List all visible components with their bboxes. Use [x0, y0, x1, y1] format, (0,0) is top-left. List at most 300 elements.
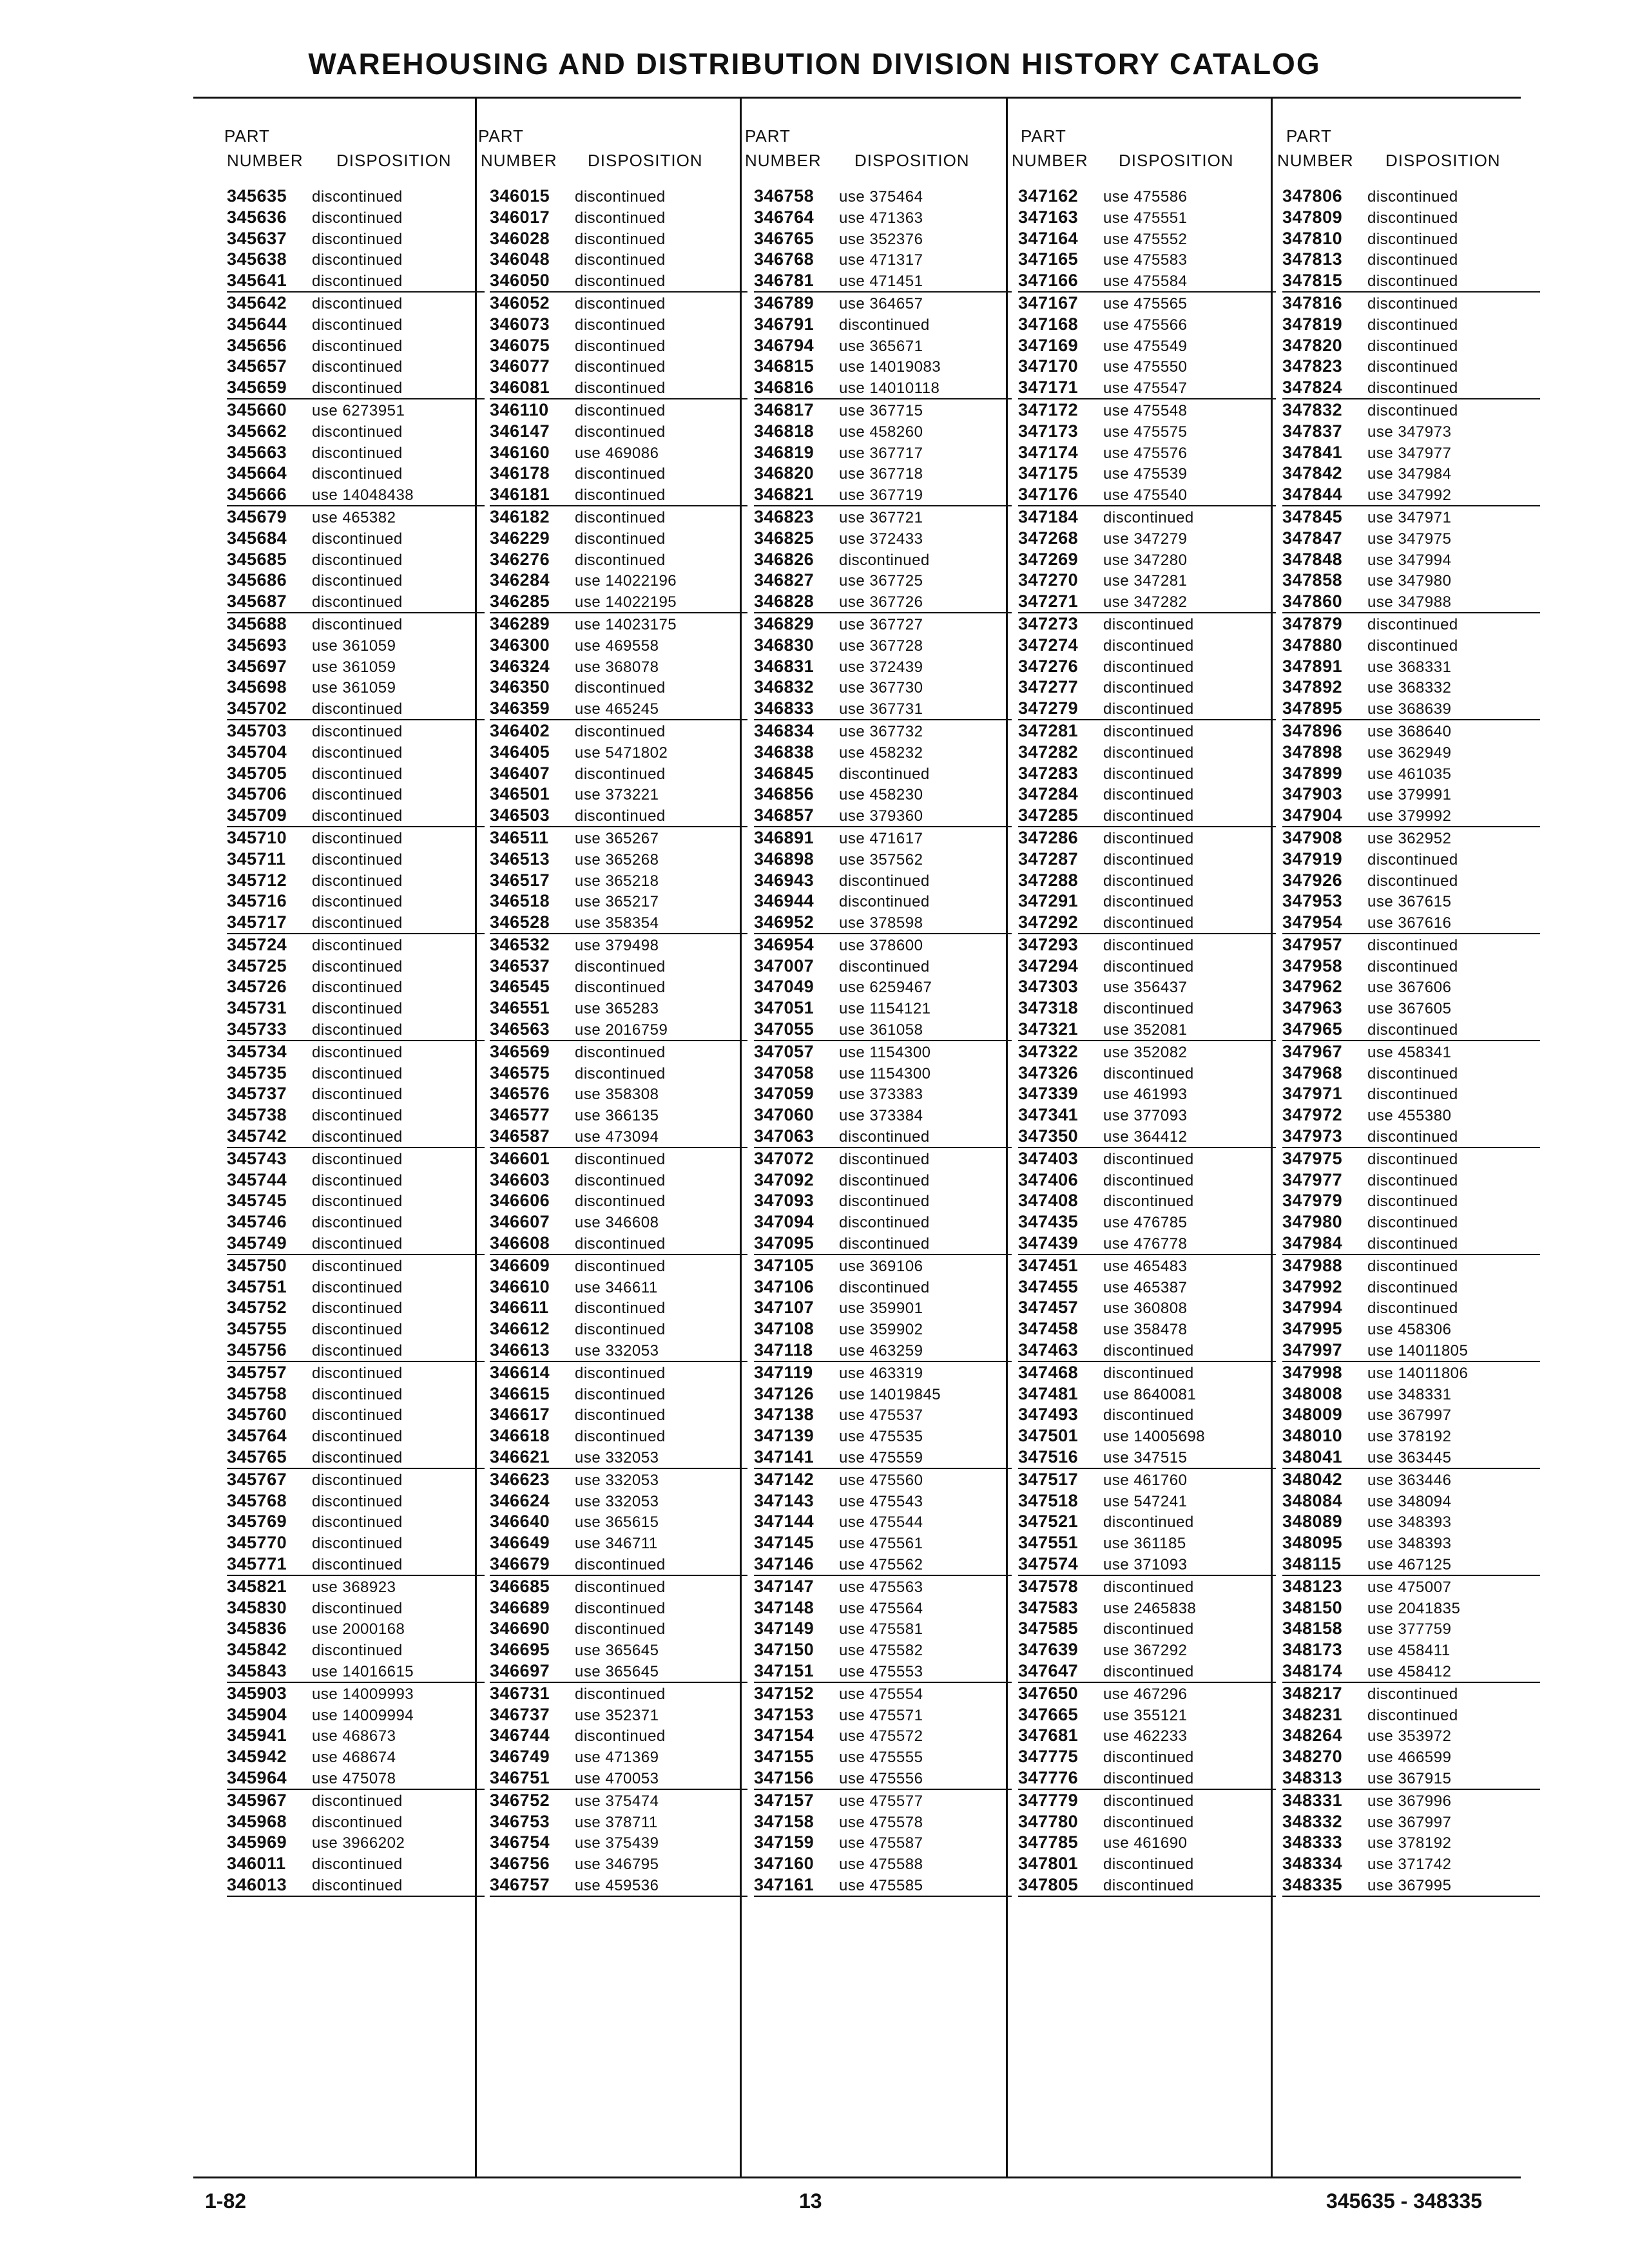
part-number: 347776 — [1018, 1767, 1079, 1787]
catalog-row — [754, 1490, 1012, 1512]
disposition: use 367715 — [839, 401, 923, 419]
catalog-group — [1282, 720, 1540, 827]
disposition: use 375439 — [575, 1834, 659, 1852]
catalog-row — [227, 1404, 485, 1425]
disposition: use 470053 — [575, 1769, 659, 1787]
disposition: discontinued — [312, 1492, 403, 1510]
part-number: 345941 — [227, 1725, 287, 1745]
part-number: 346815 — [754, 356, 815, 376]
disposition: use 367915 — [1367, 1769, 1452, 1787]
catalog-row — [1018, 890, 1276, 912]
disposition: discontinued — [312, 1321, 403, 1339]
part-number: 347055 — [754, 1019, 815, 1039]
catalog-group — [1018, 1790, 1276, 1897]
disposition: discontinued — [1367, 1235, 1458, 1253]
catalog-row — [754, 1276, 1012, 1298]
catalog-row — [490, 1083, 747, 1104]
catalog-row — [1282, 1383, 1540, 1405]
catalog-row — [1018, 1832, 1276, 1853]
disposition: use 365268 — [575, 850, 659, 869]
disposition: use 365283 — [575, 1000, 659, 1018]
part-number: 347106 — [754, 1276, 815, 1296]
catalog-row — [1018, 1404, 1276, 1425]
disposition: discontinued — [312, 1171, 403, 1189]
disposition: discontinued — [312, 893, 403, 911]
catalog-row — [227, 720, 485, 742]
part-number: 347283 — [1018, 763, 1079, 783]
catalog-row — [227, 528, 485, 549]
disposition: discontinued — [575, 957, 666, 975]
disposition: use 368640 — [1367, 722, 1452, 740]
catalog-row — [1018, 186, 1276, 207]
part-number: 346695 — [490, 1640, 550, 1660]
part-number: 347958 — [1282, 956, 1343, 975]
catalog-row — [1018, 720, 1276, 742]
catalog-row — [490, 293, 747, 314]
disposition: use 359901 — [839, 1300, 923, 1318]
part-number: 346011 — [227, 1854, 286, 1874]
part-number: 345752 — [227, 1298, 287, 1318]
disposition: discontinued — [1103, 936, 1194, 954]
disposition: use 361059 — [312, 637, 396, 655]
part-number: 346817 — [754, 399, 815, 419]
disposition: use 465382 — [312, 508, 396, 526]
disposition: use 475583 — [1103, 251, 1188, 269]
part-number: 347151 — [754, 1660, 815, 1680]
catalog-row — [754, 377, 1012, 398]
catalog-row — [490, 1853, 747, 1874]
catalog-row — [227, 1169, 485, 1191]
part-number: 346679 — [490, 1554, 550, 1573]
part-number: 347880 — [1282, 635, 1343, 655]
part-number: 345693 — [227, 635, 287, 655]
catalog-row — [1018, 1704, 1276, 1725]
catalog-row — [1018, 1790, 1276, 1811]
disposition: use 461993 — [1103, 1086, 1188, 1104]
header-disposition: DISPOSITION — [336, 151, 452, 170]
disposition: discontinued — [312, 1642, 403, 1660]
disposition: use 475078 — [312, 1769, 396, 1787]
part-number: 347832 — [1282, 399, 1343, 419]
catalog-row — [227, 1425, 485, 1446]
disposition: discontinued — [1103, 1342, 1194, 1360]
catalog-row — [227, 1083, 485, 1104]
part-number: 345942 — [227, 1747, 287, 1767]
part-number: 347903 — [1282, 784, 1343, 804]
catalog-row — [1018, 1126, 1276, 1147]
disposition: discontinued — [575, 1385, 666, 1403]
catalog-row — [490, 591, 747, 612]
part-number: 346551 — [490, 998, 550, 1018]
disposition: discontinued — [575, 423, 666, 441]
disposition: use 363445 — [1367, 1449, 1452, 1467]
catalog-row — [1282, 1362, 1540, 1383]
part-number: 346052 — [490, 293, 550, 312]
disposition: use 379498 — [575, 936, 659, 954]
catalog-row — [227, 442, 485, 463]
catalog-row — [227, 1532, 485, 1553]
part-number: 347165 — [1018, 249, 1079, 269]
part-number: 347957 — [1282, 934, 1343, 954]
catalog-group — [1282, 506, 1540, 613]
disposition: use 475535 — [839, 1428, 923, 1446]
catalog-row — [1018, 293, 1276, 314]
catalog-row — [1018, 1362, 1276, 1383]
part-number: 346943 — [754, 870, 815, 890]
catalog-group — [490, 827, 747, 934]
catalog-row — [1018, 1148, 1276, 1169]
catalog-row — [754, 228, 1012, 249]
part-number: 347321 — [1018, 1019, 1079, 1039]
disposition: discontinued — [312, 1257, 403, 1275]
catalog-row — [754, 1832, 1012, 1853]
catalog-group — [1282, 1469, 1540, 1576]
catalog-row — [1018, 1318, 1276, 1340]
catalog-row — [490, 506, 747, 528]
disposition: discontinued — [575, 722, 666, 740]
catalog-row — [754, 1425, 1012, 1446]
part-number: 345641 — [227, 271, 287, 291]
catalog-row — [1282, 1083, 1540, 1104]
part-number: 347984 — [1282, 1233, 1343, 1253]
disposition: use 1154300 — [839, 1043, 931, 1061]
part-number: 348333 — [1282, 1832, 1343, 1852]
disposition: use 361185 — [1103, 1535, 1186, 1553]
part-number: 348174 — [1282, 1660, 1343, 1680]
part-number: 347463 — [1018, 1340, 1079, 1360]
catalog-row — [1282, 1639, 1540, 1660]
catalog-row — [227, 827, 485, 849]
catalog-group — [227, 613, 485, 720]
part-number: 347051 — [754, 998, 815, 1018]
part-number: 346300 — [490, 635, 550, 655]
catalog-row — [1282, 763, 1540, 784]
part-number: 348084 — [1282, 1490, 1343, 1510]
catalog-row — [1282, 484, 1540, 505]
part-number: 347282 — [1018, 742, 1079, 762]
disposition: discontinued — [312, 230, 403, 248]
catalog-group — [490, 506, 747, 613]
catalog-row — [1018, 1618, 1276, 1639]
disposition: use 475540 — [1103, 486, 1188, 505]
catalog-row — [754, 976, 1012, 997]
catalog-row — [754, 698, 1012, 719]
catalog-row — [754, 1746, 1012, 1767]
catalog-row — [1018, 1553, 1276, 1575]
catalog-row — [227, 1190, 485, 1211]
disposition: use 377759 — [1367, 1620, 1452, 1639]
part-number: 347167 — [1018, 293, 1079, 312]
part-number: 346749 — [490, 1747, 550, 1767]
catalog-group — [490, 613, 747, 720]
part-number: 346612 — [490, 1319, 550, 1339]
disposition: use 458412 — [1367, 1662, 1452, 1680]
disposition: use 475559 — [839, 1449, 923, 1467]
part-number: 345743 — [227, 1148, 287, 1168]
catalog-row — [1018, 1383, 1276, 1405]
part-number: 347816 — [1282, 293, 1343, 312]
part-number: 346826 — [754, 549, 815, 569]
disposition: discontinued — [312, 1235, 403, 1253]
catalog-row — [490, 1469, 747, 1490]
part-number: 347521 — [1018, 1512, 1079, 1532]
part-number: 345904 — [227, 1704, 287, 1724]
part-number: 347057 — [754, 1041, 815, 1061]
catalog-row — [227, 570, 485, 591]
disposition: use 362952 — [1367, 829, 1452, 847]
disposition: discontinued — [839, 1278, 930, 1296]
disposition: use 352376 — [839, 230, 923, 248]
part-number: 346758 — [754, 186, 815, 206]
catalog-row — [490, 1148, 747, 1169]
catalog-row — [490, 1233, 747, 1254]
part-number: 347583 — [1018, 1597, 1079, 1617]
header-disposition: DISPOSITION — [1385, 151, 1501, 170]
part-number: 345836 — [227, 1619, 287, 1639]
catalog-row — [227, 976, 485, 997]
part-number: 347819 — [1282, 314, 1343, 334]
disposition: use 347280 — [1103, 551, 1188, 569]
disposition: discontinued — [312, 1428, 403, 1446]
catalog-row — [227, 1340, 485, 1361]
disposition: discontinued — [312, 1471, 403, 1489]
catalog-row — [754, 1511, 1012, 1532]
header-number: NUMBER — [481, 151, 557, 170]
page-title: WAREHOUSING AND DISTRIBUTION DIVISION HISTORY CATALOG — [308, 47, 1321, 81]
disposition: discontinued — [1103, 1064, 1194, 1082]
disposition: use 363446 — [1367, 1471, 1452, 1489]
catalog-row — [227, 421, 485, 442]
part-number: 347160 — [754, 1854, 815, 1874]
disposition: discontinued — [1103, 722, 1194, 740]
catalog-row — [1282, 1704, 1540, 1725]
disposition: use 367718 — [839, 465, 923, 483]
part-number: 346075 — [490, 335, 550, 355]
part-number: 347341 — [1018, 1105, 1079, 1125]
catalog-row — [754, 1553, 1012, 1575]
disposition: use 14011806 — [1367, 1364, 1469, 1382]
catalog-row — [490, 356, 747, 377]
catalog-row — [754, 1104, 1012, 1126]
catalog-row — [490, 890, 747, 912]
part-number: 347271 — [1018, 591, 1079, 611]
part-number: 348334 — [1282, 1854, 1343, 1874]
header-col-5 — [1263, 122, 1528, 187]
disposition: discontinued — [575, 1556, 666, 1573]
catalog-group — [1018, 506, 1276, 613]
part-number: 345821 — [227, 1576, 287, 1596]
part-number: 345662 — [227, 421, 287, 441]
catalog-row — [1282, 1211, 1540, 1233]
catalog-column-3 — [754, 186, 1012, 1897]
part-number: 346898 — [754, 849, 815, 869]
catalog-row — [490, 849, 747, 870]
part-number: 347967 — [1282, 1041, 1343, 1061]
part-number: 346624 — [490, 1490, 550, 1510]
catalog-row — [227, 698, 485, 719]
catalog-row — [1018, 1576, 1276, 1597]
disposition: use 367731 — [839, 700, 923, 718]
disposition: discontinued — [839, 551, 930, 569]
disposition: discontinued — [575, 1727, 666, 1745]
catalog-row — [227, 335, 485, 356]
part-number: 345710 — [227, 827, 287, 847]
catalog-row — [1282, 207, 1540, 228]
catalog-row — [754, 635, 1012, 656]
disposition: use 347984 — [1367, 465, 1452, 483]
part-number: 347810 — [1282, 228, 1343, 248]
disposition: discontinued — [312, 1193, 403, 1211]
disposition: use 372433 — [839, 530, 923, 548]
disposition: use 475553 — [839, 1662, 923, 1680]
part-number: 347879 — [1282, 613, 1343, 633]
disposition: discontinued — [1367, 273, 1458, 291]
catalog-row — [490, 976, 747, 997]
catalog-row — [1282, 742, 1540, 763]
part-number: 345644 — [227, 314, 287, 334]
catalog-row — [754, 912, 1012, 933]
catalog-row — [1018, 1811, 1276, 1832]
part-number: 347578 — [1018, 1576, 1079, 1596]
part-number: 348331 — [1282, 1790, 1343, 1810]
part-number: 347058 — [754, 1062, 815, 1082]
part-number: 345636 — [227, 207, 287, 227]
disposition: use 365671 — [839, 337, 923, 355]
part-number: 347458 — [1018, 1319, 1079, 1339]
part-number: 346182 — [490, 506, 550, 526]
part-number: 346827 — [754, 570, 815, 590]
disposition: discontinued — [312, 1342, 403, 1360]
disposition: discontinued — [575, 1685, 666, 1703]
catalog-row — [490, 827, 747, 849]
disposition: use 458230 — [839, 786, 923, 804]
part-number: 346816 — [754, 378, 815, 398]
part-number: 346613 — [490, 1340, 550, 1360]
catalog-group — [754, 827, 1012, 934]
catalog-row — [1018, 421, 1276, 442]
part-number: 346324 — [490, 656, 550, 676]
part-number: 346610 — [490, 1276, 550, 1296]
disposition: discontinued — [312, 979, 403, 997]
disposition: use 372439 — [839, 658, 923, 676]
catalog-row — [227, 1490, 485, 1512]
catalog-row — [1018, 1446, 1276, 1468]
catalog-row — [1282, 1790, 1540, 1811]
part-number: 348158 — [1282, 1619, 1343, 1639]
catalog-row — [227, 1660, 485, 1682]
disposition: use 368332 — [1367, 679, 1452, 697]
disposition: use 475556 — [839, 1769, 923, 1787]
part-number: 347779 — [1018, 1790, 1079, 1810]
part-number: 346753 — [490, 1811, 550, 1831]
disposition: discontinued — [312, 807, 403, 825]
part-number: 347142 — [754, 1469, 815, 1489]
disposition: discontinued — [1367, 294, 1458, 312]
part-number: 346764 — [754, 207, 815, 227]
disposition: discontinued — [312, 316, 403, 334]
disposition: discontinued — [575, 807, 666, 825]
disposition: discontinued — [312, 358, 403, 376]
catalog-row — [490, 1790, 747, 1811]
catalog-row — [227, 1576, 485, 1597]
catalog-row — [754, 1704, 1012, 1725]
part-number: 347173 — [1018, 421, 1079, 441]
part-number: 347119 — [754, 1362, 813, 1382]
catalog-group — [754, 1148, 1012, 1255]
disposition: use 475571 — [839, 1706, 923, 1724]
catalog-group — [227, 1790, 485, 1897]
catalog-row — [490, 314, 747, 335]
disposition: use 367995 — [1367, 1876, 1452, 1894]
disposition: discontinued — [1103, 1193, 1194, 1211]
disposition: use 14022195 — [575, 593, 677, 611]
catalog-row — [1018, 1255, 1276, 1276]
catalog-row — [1282, 1425, 1540, 1446]
disposition: use 361059 — [312, 658, 396, 676]
part-number: 347972 — [1282, 1105, 1343, 1125]
part-number: 347166 — [1018, 271, 1079, 291]
disposition: use 1154300 — [839, 1064, 931, 1082]
disposition: use 475537 — [839, 1407, 923, 1425]
catalog-group — [490, 186, 747, 293]
catalog-row — [490, 677, 747, 698]
part-number: 346081 — [490, 378, 550, 398]
catalog-row — [1018, 1853, 1276, 1874]
catalog-row — [1282, 1660, 1540, 1682]
catalog-group — [490, 399, 747, 506]
part-number: 346830 — [754, 635, 815, 655]
catalog-row — [227, 1597, 485, 1619]
disposition: discontinued — [312, 572, 403, 590]
catalog-group — [1018, 1255, 1276, 1362]
part-number: 347785 — [1018, 1832, 1079, 1852]
part-number: 346832 — [754, 677, 815, 697]
catalog-row — [1282, 1811, 1540, 1832]
disposition: use 14019083 — [839, 358, 941, 376]
disposition: use 461035 — [1367, 765, 1452, 783]
disposition: discontinued — [575, 1321, 666, 1339]
disposition: use 347281 — [1103, 572, 1188, 590]
part-number: 347148 — [754, 1597, 815, 1617]
catalog-row — [754, 314, 1012, 335]
catalog-row — [490, 1746, 747, 1767]
catalog-row — [490, 1660, 747, 1682]
disposition: use 332053 — [575, 1471, 659, 1489]
catalog-row — [1018, 528, 1276, 549]
part-number: 345734 — [227, 1041, 287, 1061]
catalog-group — [1282, 1683, 1540, 1790]
part-number: 346952 — [754, 912, 815, 932]
catalog-row — [1018, 997, 1276, 1019]
catalog-row — [1018, 1725, 1276, 1746]
catalog-row — [1018, 1660, 1276, 1682]
part-number: 347988 — [1282, 1255, 1343, 1275]
catalog-row — [1018, 1511, 1276, 1532]
part-number: 347126 — [754, 1383, 815, 1403]
part-number: 347574 — [1018, 1554, 1079, 1573]
part-number: 347439 — [1018, 1233, 1079, 1253]
catalog-row — [490, 1062, 747, 1084]
disposition: use 358478 — [1103, 1321, 1188, 1339]
part-number: 347139 — [754, 1426, 815, 1446]
catalog-row — [1018, 1190, 1276, 1211]
catalog-row — [754, 1211, 1012, 1233]
catalog-group — [227, 1469, 485, 1576]
disposition: use 347279 — [1103, 530, 1188, 548]
catalog-row — [227, 1104, 485, 1126]
part-number: 346954 — [754, 934, 815, 954]
catalog-group — [754, 1683, 1012, 1790]
